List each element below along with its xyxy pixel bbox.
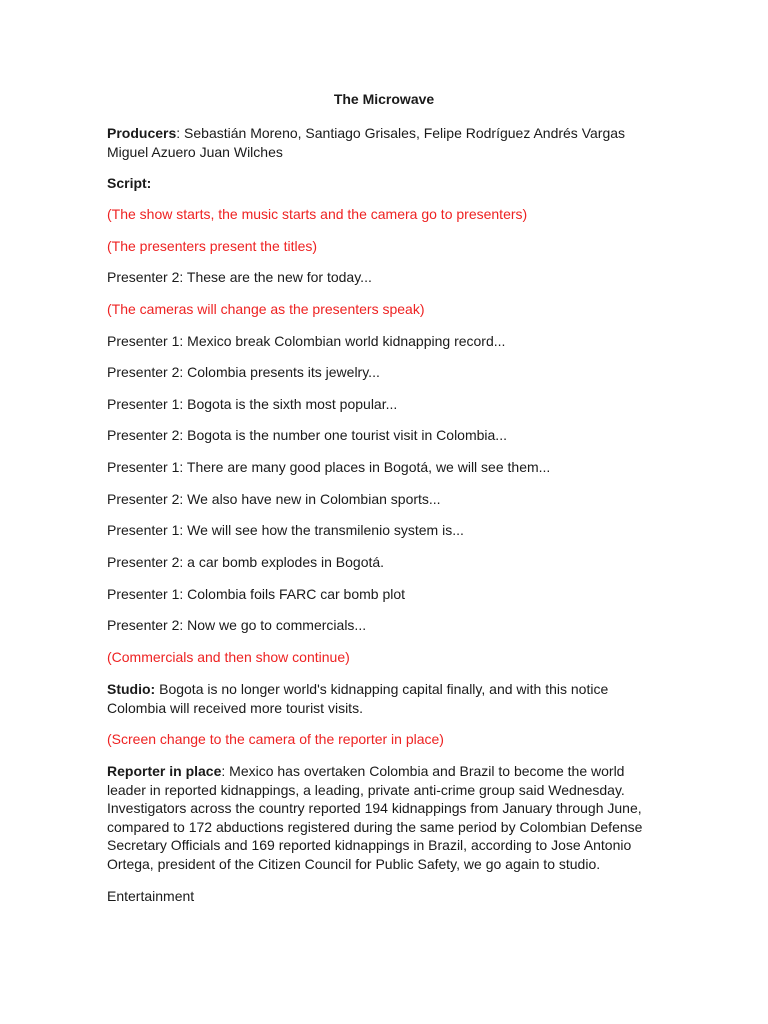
script-heading	[107, 174, 151, 193]
dialogue-line: Presenter 2: Bogota is the number one tourist visit in Colombia...	[107, 427, 507, 443]
studio-text: Bogota is no longer world's kidnapping capital finally, and with this notice Colombia will received more tourist visits.	[107, 681, 609, 716]
dialogue-line: Presenter 1: Colombia foils FARC car bomb plot	[107, 586, 406, 602]
stage-direction: (Commercials and then show continue)	[107, 649, 350, 665]
dialogue-line: Presenter 2: These are the new for today...	[107, 269, 372, 285]
dialogue-line: Presenter 2: Now we go to commercials...	[107, 617, 367, 633]
dialogue-line: Presenter 1: We will see how the transmilenio system is...	[107, 522, 464, 538]
stage-direction: (Screen change to the camera of the reporter in place)	[107, 731, 444, 747]
dialogue-line: Presenter 2: We also have new in Colombian sports...	[107, 491, 441, 507]
document-title: The Microwave	[333, 91, 435, 107]
reporter-paragraph	[107, 762, 647, 873]
dialogue-line: Presenter 1: There are many good places in Bogotá, we will see them...	[107, 459, 551, 475]
studio-paragraph	[107, 680, 647, 717]
dialogue-line: Presenter 1: Mexico break Colombian world kidnapping record...	[107, 333, 506, 349]
stage-direction: (The presenters present the titles)	[107, 238, 318, 254]
stage-direction: (The show starts, the music starts and the camera go to presenters)	[107, 206, 528, 222]
producers-paragraph	[107, 124, 647, 161]
section-heading-entertainment: Entertainment	[107, 888, 195, 904]
producers-text: : Sebastián Moreno, Santiago Grisales, Felipe Rodríguez Andrés Vargas Miguel Azuero Juan Wilches	[107, 125, 626, 160]
studio-label: Studio:	[107, 681, 156, 697]
dialogue-line: Presenter 1: Bogota is the sixth most popular...	[107, 396, 398, 412]
stage-direction: (The cameras will change as the presenters speak)	[107, 301, 425, 317]
reporter-label: Reporter in place	[107, 763, 222, 779]
script-label: Script:	[107, 175, 152, 191]
dialogue-line: Presenter 2: Colombia presents its jewelry...	[107, 364, 380, 380]
producers-label: Producers	[107, 125, 177, 141]
reporter-text: : Mexico has overtaken Colombia and Brazil to become the world leader in reported kidnappings, a leading, private anti-crime group said Wednesday. Investigators across the country reported 194 kidnappings from January through June, compared to 172 abductions registered during the same period by Colombian Defense Secretary Officials and 169 reported kidnappings in Brazil, according to Jose Antonio Ortega, president of the Citizen Council for Public Safety, we go again to studio.	[107, 763, 643, 872]
dialogue-line: Presenter 2: a car bomb explodes in Bogotá.	[107, 554, 385, 570]
